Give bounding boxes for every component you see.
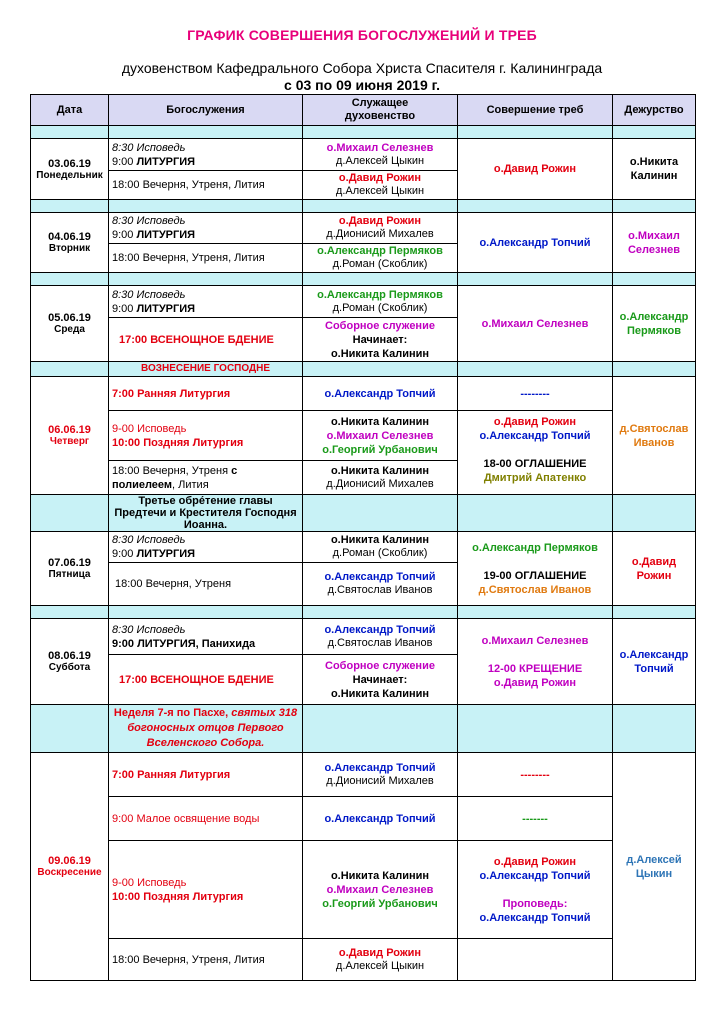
- header-duty: Дежурство: [613, 95, 696, 126]
- service-liturgy: 8:30 Исповедь 9:00 ЛИТУРГИЯ, Панихида: [109, 619, 303, 655]
- treby-cell: -------: [458, 797, 613, 841]
- clergy-cell: о.Никита Калинин о.Михаил Селезнев о.Георгий Урбанович: [303, 841, 458, 939]
- day-row-sun: [31, 753, 696, 797]
- clergy-cell: о.Давид Рожин д.Алексей Цыкин: [303, 939, 458, 981]
- clergy-cell: о.Александр Топчий д.Святослав Иванов: [303, 619, 458, 655]
- header-treby: Совершение треб: [458, 95, 613, 126]
- clergy-cell: о.Михаил Селезнев д.Алексей Цыкин: [303, 139, 458, 171]
- service-liturgy: 8:30 Исповедь 9:00 ЛИТУРГИЯ: [109, 213, 303, 244]
- spacer-row: [31, 200, 696, 213]
- treby-cell-empty: [458, 939, 613, 981]
- date-cell: 07.06.19 Пятница: [31, 532, 109, 606]
- schedule-table: [30, 94, 696, 981]
- clergy-cell: о.Александр Топчий д.Святослав Иванов: [303, 563, 458, 606]
- treby-cell: о.Александр Топчий: [458, 213, 613, 273]
- service-liturgy: 8:30 Исповедь 9:00 ЛИТУРГИЯ: [109, 139, 303, 171]
- date-cell: 06.06.19 Четверг: [31, 377, 109, 495]
- service-vespers: 18:00 Вечерня, Утреня, Лития: [109, 171, 303, 200]
- treby-cell: о.Александр Пермяков 19-00 ОГЛАШЕНИЕ д.Святослав Иванов: [458, 532, 613, 606]
- spacer-row: [31, 126, 696, 139]
- clergy-cell: Соборное служение Начинает: о.Никита Калинин: [303, 655, 458, 705]
- clergy-cell: о.Александр Топчий: [303, 377, 458, 411]
- clergy-cell: о.Давид Рожин д.Дионисий Михалев: [303, 213, 458, 244]
- treby-cell: --------: [458, 753, 613, 797]
- page-title: ГРАФИК СОВЕРШЕНИЯ БОГОСЛУЖЕНИЙ И ТРЕБ: [187, 27, 537, 43]
- treby-cell: о.Давид Рожин о.Александр Топчий 18-00 ОГЛАШЕНИЕ Дмитрий Апатенко: [458, 411, 613, 495]
- clergy-cell: о.Никита Калинин о.Михаил Селезнев о.Георгий Урбанович: [303, 411, 458, 461]
- service-vespers: 18:00 Вечерня, Утреня, Лития: [109, 244, 303, 273]
- day-row-mon: [31, 139, 696, 171]
- duty-cell: о.Михаил Селезнев: [613, 213, 696, 273]
- date-cell: 09.06.19 Воскресение: [31, 753, 109, 981]
- feast-row: [31, 705, 696, 753]
- service-vespers: 18:00 Вечерня, Утреня, Лития: [109, 939, 303, 981]
- day-row-thu: [31, 377, 696, 411]
- service-early-liturgy: 7:00 Ранняя Литургия: [109, 377, 303, 411]
- service-water-blessing: 9:00 Малое освящение воды: [109, 797, 303, 841]
- date-cell: 05.06.19 Среда: [31, 286, 109, 362]
- service-vespers: 18:00 Вечерня, Утреня: [109, 563, 303, 606]
- clergy-cell: о.Александр Топчий: [303, 797, 458, 841]
- date-cell: 08.06.19 Суббота: [31, 619, 109, 705]
- spacer-row: [31, 273, 696, 286]
- duty-cell: о.Александр Пермяков: [613, 286, 696, 362]
- spacer-row: [31, 606, 696, 619]
- duty-cell: д.Алексей Цыкин: [613, 753, 696, 981]
- service-late-liturgy: 9-00 Исповедь 10:00 Поздняя Литургия: [109, 411, 303, 461]
- clergy-cell: о.Никита Калинин д.Роман (Скоблик): [303, 532, 458, 563]
- clergy-cell: о.Давид Рожин д.Алексей Цыкин: [303, 171, 458, 200]
- clergy-cell: о.Александр Пермяков д.Роман (Скоблик): [303, 286, 458, 318]
- day-row-sat: [31, 619, 696, 655]
- duty-cell: о.Александр Топчий: [613, 619, 696, 705]
- treby-cell: --------: [458, 377, 613, 411]
- date-cell: 03.06.19 Понедельник: [31, 139, 109, 200]
- date-cell: 04.06.19 Вторник: [31, 213, 109, 273]
- feast-name: Третье обре́тение главы Предтечи и Крестителя Господня Иоанна.: [109, 495, 303, 532]
- duty-cell: о.Давид Рожин: [613, 532, 696, 606]
- feast-row: [31, 495, 696, 532]
- header-date: Дата: [31, 95, 109, 126]
- service-early-liturgy: 7:00 Ранняя Литургия: [109, 753, 303, 797]
- clergy-cell: о.Александр Топчий д.Дионисий Михалев: [303, 753, 458, 797]
- treby-cell: о.Давид Рожин о.Александр Топчий Проповедь: о.Александр Топчий: [458, 841, 613, 939]
- feast-name: ВОЗНЕСЕНИЕ ГОСПОДНЕ: [109, 362, 303, 377]
- day-row-fri: [31, 532, 696, 563]
- service-late-liturgy: 9-00 Исповедь 10:00 Поздняя Литургия: [109, 841, 303, 939]
- service-liturgy: 8:30 Исповедь 9:00 ЛИТУРГИЯ: [109, 286, 303, 318]
- service-vigil: 17:00 ВСЕНОЩНОЕ БДЕНИЕ: [109, 318, 303, 362]
- feast-name: Неделя 7-я по Пасхе, святых 318 богоносных отцов Первого Вселенского Собора.: [109, 705, 303, 753]
- page-subtitle: духовенством Кафедрального Собора Христа Спасителя г. Калининграда: [121, 60, 603, 76]
- clergy-cell: о.Александр Пермяков д.Роман (Скоблик): [303, 244, 458, 273]
- service-liturgy: 8:30 Исповедь 9:00 ЛИТУРГИЯ: [109, 532, 303, 563]
- header-row: [31, 95, 696, 126]
- clergy-cell: Соборное служение Начинает: о.Никита Калинин: [303, 318, 458, 362]
- clergy-cell: о.Никита Калинин д.Дионисий Михалев: [303, 461, 458, 495]
- treby-cell: о.Михаил Селезнев 12-00 КРЕЩЕНИЕ о.Давид Рожин: [458, 619, 613, 705]
- duty-cell: о.Никита Калинин: [613, 139, 696, 200]
- day-row-wed: [31, 286, 696, 318]
- service-vigil: 17:00 ВСЕНОЩНОЕ БДЕНИЕ: [109, 655, 303, 705]
- header-services: Богослужения: [109, 95, 303, 126]
- day-row-tue: [31, 213, 696, 244]
- duty-cell: д.Святослав Иванов: [613, 377, 696, 495]
- feast-row: [31, 362, 696, 377]
- treby-cell: о.Михаил Селезнев: [458, 286, 613, 362]
- header-clergy: Служащее духовенство: [303, 95, 458, 126]
- service-vespers: 18:00 Вечерня, Утреня с полиелеем, Лития: [109, 461, 303, 495]
- period: с 03 по 09 июня 2019 г.: [284, 77, 440, 93]
- treby-cell: о.Давид Рожин: [458, 139, 613, 200]
